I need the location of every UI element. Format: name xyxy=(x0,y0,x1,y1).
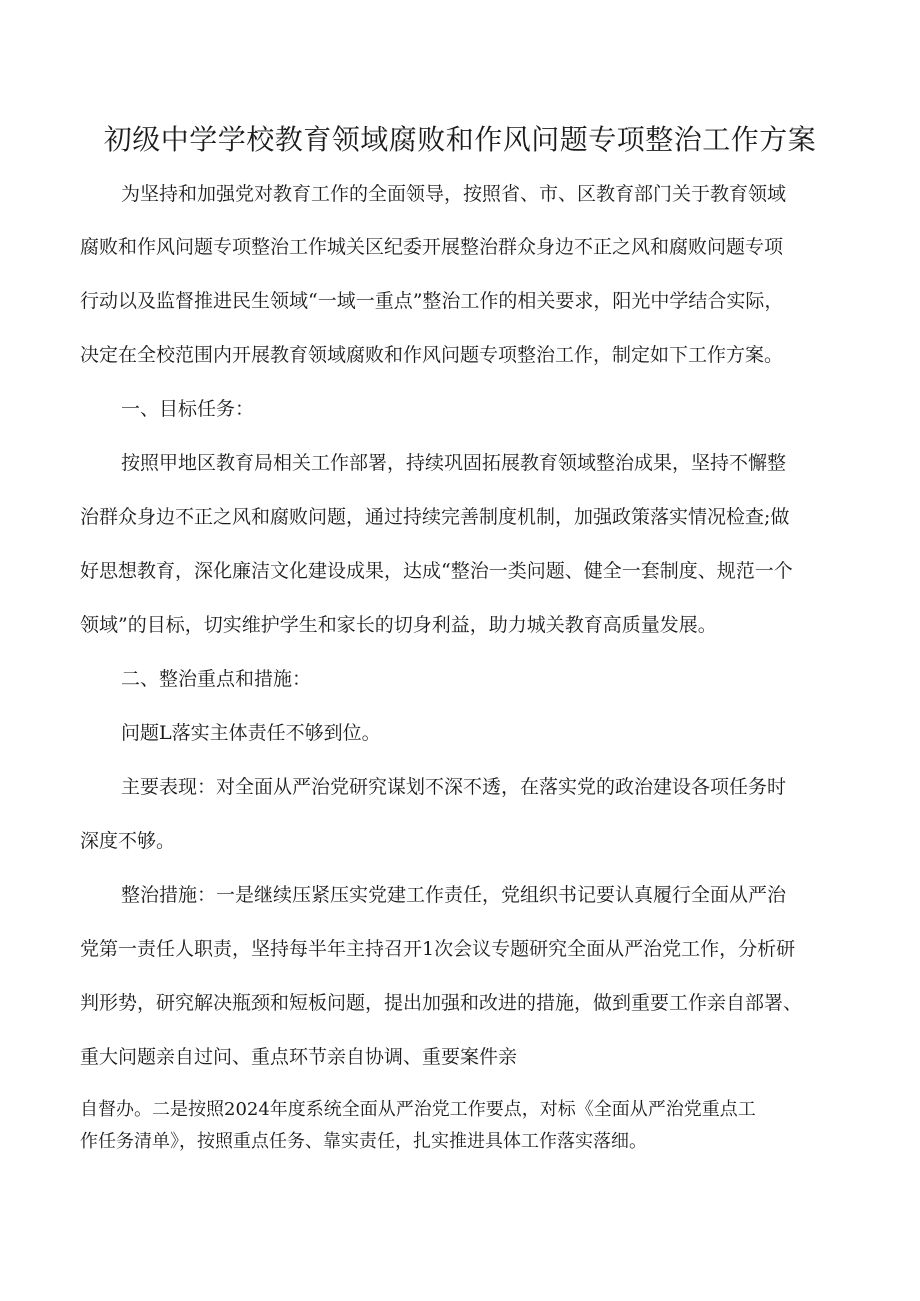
paragraph-line: 重大问题亲自过问、重点环节亲自协调、重要案件亲 xyxy=(80,1046,518,1068)
paragraph-line: 决定在全校范围内开展教育领域腐败和作风问题专项整治工作，制定如下工作方案。 xyxy=(80,344,784,366)
section-heading: 一、目标任务： xyxy=(121,398,255,420)
paragraph-line: 整治措施：一是继续压紧压实党建工作责任，党组织书记要认真履行全面从严治 xyxy=(121,884,787,906)
section-heading: 二、整治重点和措施： xyxy=(121,668,312,690)
paragraph-line: 腐败和作风问题专项整治工作城关区纪委开展整治群众身边不正之风和腐败问题专项 xyxy=(80,236,784,258)
paragraph-line: 作任务清单》，按照重点任务、靠实责任，扎实推进具体工作落实落细。 xyxy=(80,1131,647,1152)
problem-heading: 问题L落实主体责任不够到位。 xyxy=(121,722,381,744)
paragraph-line: 深度不够。 xyxy=(80,830,176,852)
paragraph-line: 判形势，研究解决瓶颈和短板问题，提出加强和改进的措施，做到重要工作亲自部署、 xyxy=(80,992,803,1014)
paragraph-line: 主要表现：对全面从严治党研究谋划不深不透，在落实党的政治建设各项任务时 xyxy=(121,776,787,798)
paragraph-line: 自督办。二是按照2024年度系统全面从严治党工作要点，对标《全面从严治党重点工 xyxy=(80,1099,756,1120)
paragraph-line: 党第一责任人职责，坚持每半年主持召开1次会议专题研究全面从严治党工作，分析研 xyxy=(80,938,796,960)
paragraph-line: 治群众身边不正之风和腐败问题，通过持续完善制度机制，加强政策落实情况检查;做 xyxy=(80,506,790,528)
paragraph-line: 为坚持和加强党对教育工作的全面领导，按照省、市、区教育部门关于教育领域 xyxy=(121,183,787,205)
paragraph-line: 按照甲地区教育局相关工作部署，持续巩固拓展教育领域整治成果，坚持不懈整 xyxy=(121,452,787,474)
paragraph-line: 好思想教育，深化廉洁文化建设成果，达成“整治一类问题、健全一套制度、规范一个 xyxy=(80,560,793,582)
paragraph-line: 行动以及监督推进民生领域“一域一重点”整治工作的相关要求，阳光中学结合实际， xyxy=(80,290,784,312)
document-title: 初级中学学校教育领域腐败和作风问题专项整治工作方案 xyxy=(103,123,817,156)
paragraph-line: 领域”的目标，切实维护学生和家长的切身利益，助力城关教育高质量发展。 xyxy=(80,614,717,636)
